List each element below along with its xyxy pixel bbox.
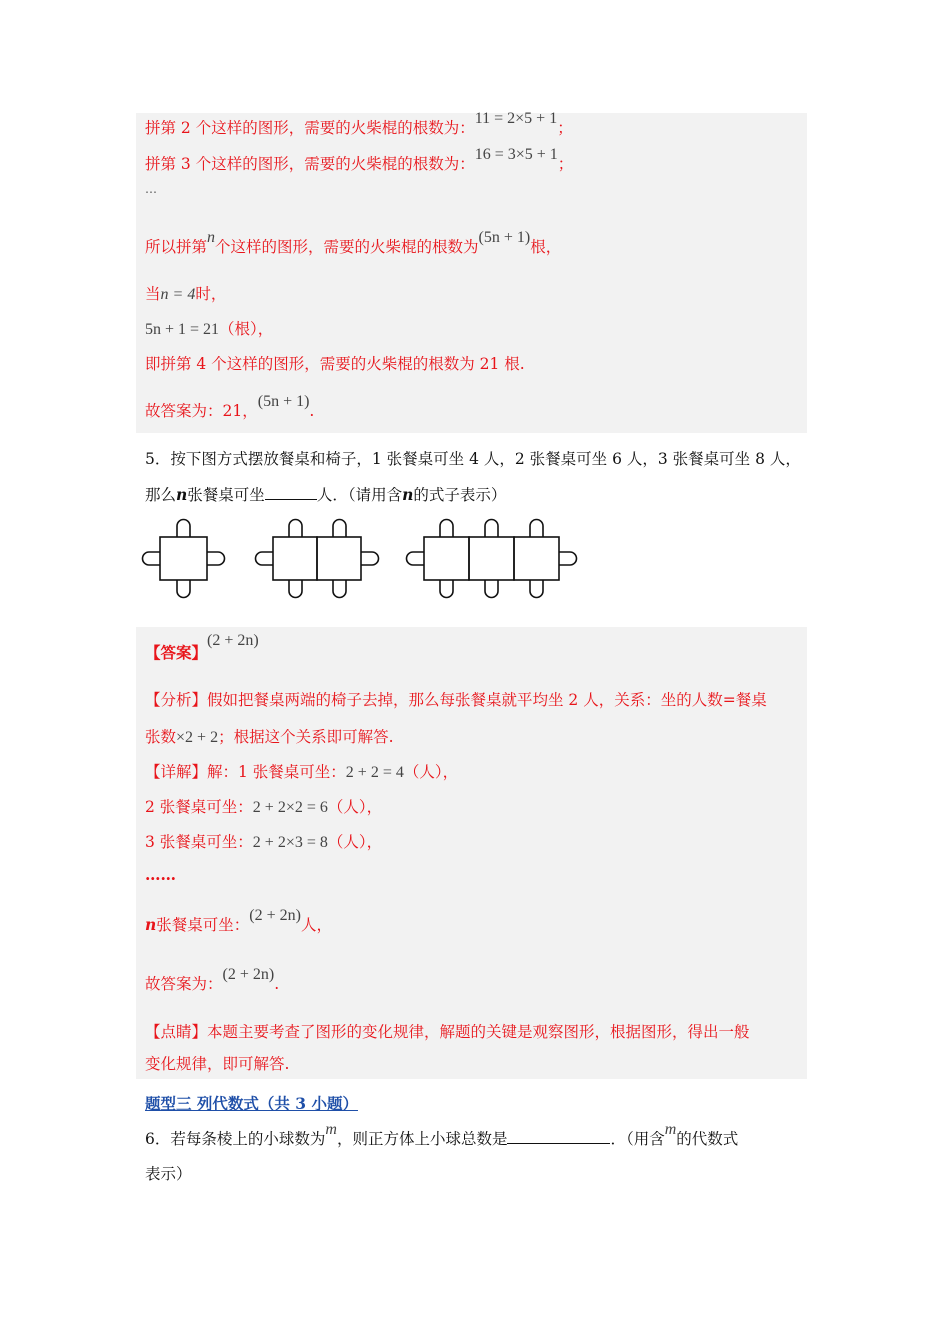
- answer-line: 故答案为：21，(5n + 1).: [145, 393, 315, 420]
- ellipsis-line: ……: [145, 865, 176, 884]
- variable-m: m: [325, 1121, 337, 1138]
- detail-line-1: 【详解】解：1 张餐桌可坐：2 + 2 = 4（人），: [145, 763, 459, 781]
- detail-line-n: n张餐桌可坐：(2 + 2n)人，: [145, 907, 332, 934]
- solution-line-3rd-figure: 拼第 3 个这样的图形，需要的火柴棍的根数为：16 = 3×5 + 1；: [145, 146, 574, 173]
- variable-m: m: [664, 1121, 677, 1138]
- tables-and-chairs-figure: [140, 512, 590, 604]
- final-answer-line: 故答案为：(2 + 2n).: [145, 966, 280, 993]
- detail-line-2: 2 张餐桌可坐：2 + 2×2 = 6（人），: [145, 798, 383, 816]
- formula: (2 + 2n): [249, 907, 301, 924]
- answer-line: 【答案】(2 + 2n): [145, 632, 259, 662]
- one-table-diagram: [143, 520, 225, 598]
- answer-blank[interactable]: [507, 1129, 610, 1144]
- solution-line-2nd-figure: 拼第 2 个这样的图形，需要的火柴棍的根数为：11 = 2×5 + 1；: [145, 110, 573, 137]
- formula: 16 = 3×5 + 1: [474, 146, 558, 163]
- question-5-line-2: 那么n张餐桌可坐 人．（请用含n的式子表示）: [145, 485, 507, 504]
- question-6-line-2: 表示）: [145, 1165, 192, 1183]
- formula: 5n + 1 = 21: [145, 321, 220, 338]
- formula: 2 + 2 = 4: [345, 764, 404, 781]
- formula: (2 + 2n): [222, 966, 275, 983]
- ellipsis-line: …: [145, 182, 157, 196]
- analysis-line-2: 张数×2 + 2；根据这个关系即可解答.: [145, 728, 394, 746]
- detail-line-3: 3 张餐桌可坐：2 + 2×3 = 8（人），: [145, 833, 383, 851]
- variable-n: n: [207, 229, 216, 246]
- formula: (2 + 2n): [207, 632, 259, 649]
- three-tables-diagram: [407, 520, 577, 598]
- solution-line-computation: 5n + 1 = 21（根），: [145, 320, 274, 338]
- formula: n = 4: [160, 286, 196, 303]
- formula: 2 + 2×3 = 8: [252, 834, 328, 851]
- formula: 11 = 2×5 + 1: [474, 110, 558, 127]
- variable-n: n: [145, 915, 157, 934]
- formula: 2 + 2×2 = 6: [252, 799, 328, 816]
- review-line-1: 【点睛】本题主要考查了图形的变化规律，解题的关键是观察图形，根据图形，得出一般: [145, 1023, 750, 1041]
- solution-line-n-equals-4: 当n = 4时，: [145, 285, 227, 303]
- analysis-line-1: 【分析】假如把餐桌两端的椅子去掉，那么每张餐桌就平均坐 2 人，关系：坐的人数=餐桌: [145, 691, 767, 709]
- question-6-line-1: 6．若每条棱上的小球数为m，则正方体上小球总数是 ．（用含m的代数式: [145, 1121, 739, 1148]
- variable-n: n: [176, 485, 188, 504]
- question-5-line-1: 5．按下图方式摆放餐桌和椅子，1 张餐桌可坐 4 人，2 张餐桌可坐 6 人，3 张餐桌可坐 8 人，: [145, 450, 801, 468]
- formula: (5n + 1): [478, 229, 531, 246]
- answer-blank[interactable]: [265, 485, 317, 500]
- two-tables-diagram: [256, 520, 379, 598]
- solution-line-nth-figure: 所以拼第n个这样的图形，需要的火柴棍的根数为(5n + 1)根，: [145, 229, 562, 256]
- formula: ×2 + 2: [176, 729, 219, 746]
- section-heading: 题型三 列代数式（共 3 小题）: [145, 1094, 358, 1113]
- variable-n: n: [402, 485, 414, 504]
- formula: (5n + 1): [257, 393, 310, 410]
- review-line-2: 变化规律，即可解答.: [145, 1055, 290, 1073]
- solution-line-conclusion: 即拼第 4 个这样的图形，需要的火柴棍的根数为 21 根.: [145, 355, 525, 373]
